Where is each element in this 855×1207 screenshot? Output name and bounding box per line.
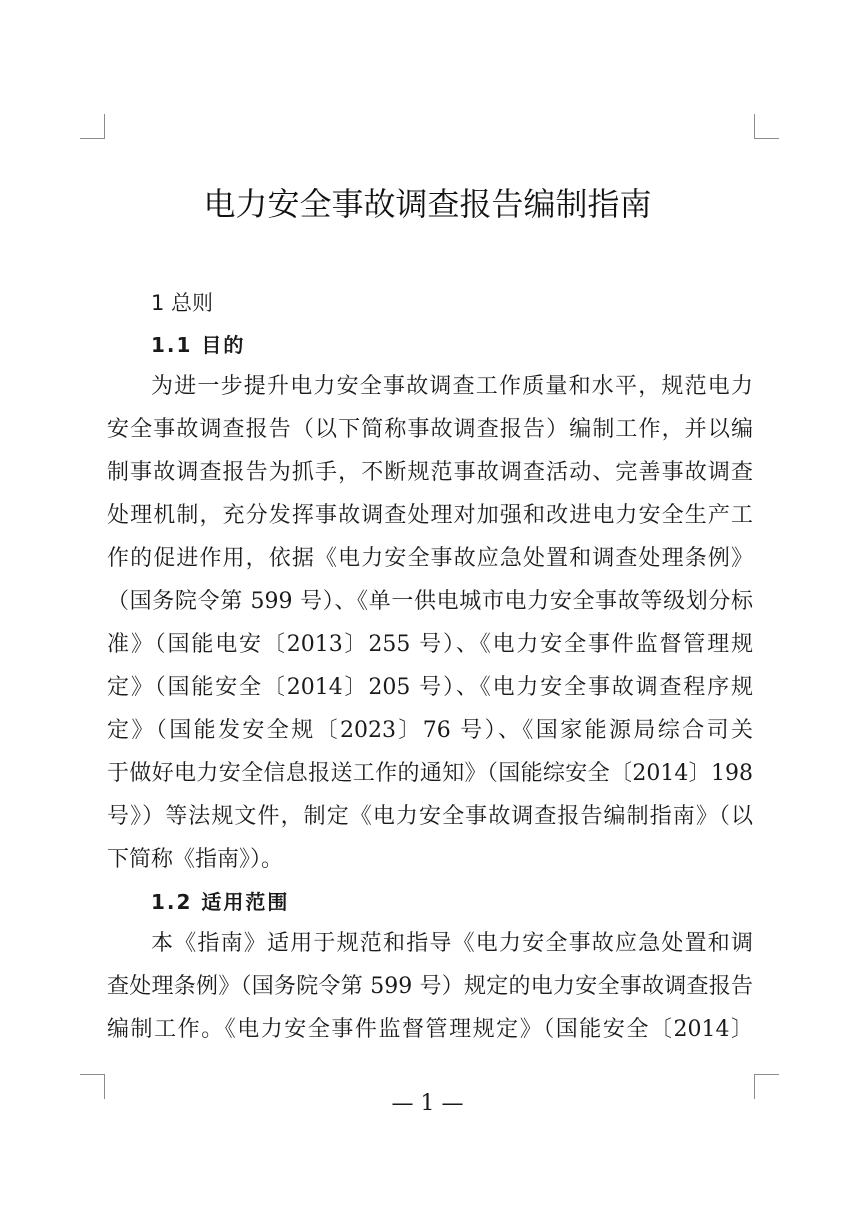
section-heading-purpose: 1.1 目的: [151, 333, 246, 357]
paragraph-line: 准》（国能电安〔2013〕255 号）、《电力安全事件监督管理规: [107, 632, 753, 657]
paragraph-line: 处理机制，充分发挥事故调查处理对加强和改进电力安全生产工: [107, 503, 753, 528]
paragraph-line: 编制工作。《电力安全事件监督管理规定》（国能安全〔2014〕: [107, 1017, 753, 1042]
crop-mark-top-left: [80, 114, 105, 139]
paragraph-line: 制事故调查报告为抓手，不断规范事故调查活动、完善事故调查: [107, 460, 753, 485]
paragraph-line: （国务院令第 599 号）、《单一供电城市电力安全事故等级划分标: [107, 589, 753, 614]
paragraph-line: 为进一步提升电力安全事故调查工作质量和水平，规范电力: [151, 374, 753, 399]
paragraph-line: 作的促进作用，依据《电力安全事故应急处置和调查处理条例》: [107, 546, 753, 571]
paragraph-line: 于做好电力安全信息报送工作的通知》（国能综安全〔2014〕198: [107, 761, 753, 786]
section-heading-scope: 1.2 适用范围: [151, 890, 290, 914]
page-number: — 1 —: [391, 1091, 464, 1116]
paragraph-line: 安全事故调查报告（以下简称事故调查报告）编制工作，并以编: [107, 417, 753, 442]
paragraph-line: 查处理条例》（国务院令第 599 号）规定的电力安全事故调查报告: [107, 974, 753, 999]
paragraph-line: 号》）等法规文件，制定《电力安全事故调查报告编制指南》（以: [107, 804, 753, 829]
document-title: 电力安全事故调查报告编制指南: [203, 185, 652, 223]
paragraph-line: 本《指南》适用于规范和指导《电力安全事故应急处置和调: [151, 931, 753, 956]
paragraph-line: 定》（国能安全〔2014〕205 号）、《电力安全事故调查程序规: [107, 675, 753, 700]
crop-mark-top-right: [754, 114, 779, 139]
section-heading-general: 1 总则: [151, 291, 214, 315]
paragraph-line: 下简称《指南》）。: [107, 847, 284, 872]
paragraph-line: 定》（国能发安全规〔2023〕76 号）、《国家能源局综合司关: [107, 718, 753, 743]
